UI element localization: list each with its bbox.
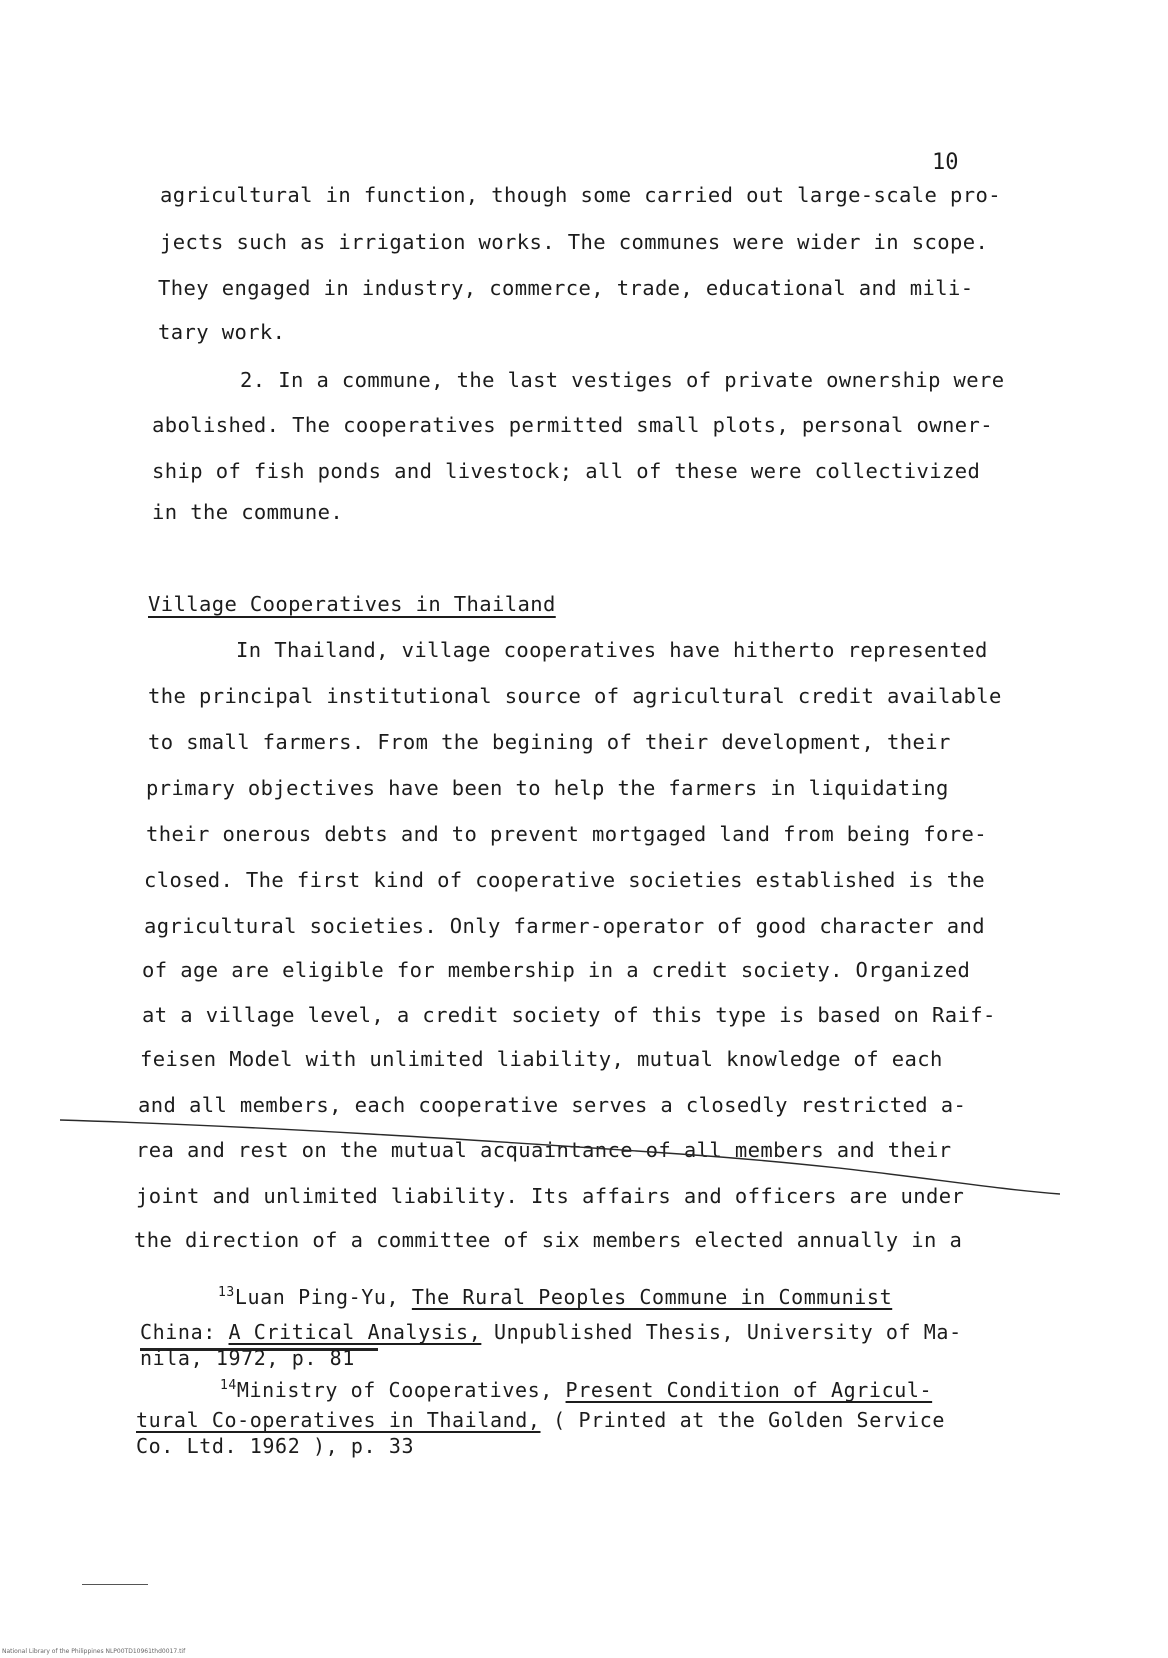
page-number: 10 [932, 150, 959, 175]
footnote-14-author: Ministry of Cooperatives, [236, 1378, 553, 1402]
footnote-14-marker: 14 [220, 1378, 237, 1393]
text-line: jects such as irrigation works. The communes were wider in scope. [160, 230, 989, 254]
text-line: to small farmers. From the begining of their development, their [148, 730, 951, 754]
text-line: agricultural in function, though some carried out large-scale pro- [160, 183, 1001, 207]
text-line: rea and rest on the mutual acquaintance of all members and their [136, 1138, 952, 1162]
section-heading: Village Cooperatives in Thailand [148, 592, 556, 616]
text-line: in the commune. [152, 500, 344, 524]
footnote-13-subtitle: A Critical Analysis, [228, 1320, 482, 1344]
text-line: feisen Model with unlimited liability, mutual knowledge of each [140, 1047, 943, 1071]
footnote-13-line-2 [140, 1320, 962, 1344]
text-line: They engaged in industry, commerce, trade, educational and mili- [158, 276, 974, 300]
footnote-13-line-3: nila, 1972, p. 81 [140, 1346, 355, 1370]
text-line: their onerous debts and to prevent mortgaged land from being fore- [146, 822, 987, 846]
text-line: the direction of a committee of six members elected annually in a [134, 1228, 963, 1252]
footnote-14-details: ( Printed at the Golden Service [553, 1408, 946, 1432]
scan-artifact-line [60, 1110, 1060, 1200]
text-line: In Thailand, village cooperatives have hitherto represented [236, 638, 988, 662]
footnote-13-marker: 13 [218, 1285, 235, 1300]
footnote-13-line-1 [218, 1285, 892, 1309]
text-line: of age are eligible for membership in a credit society. Organized [142, 958, 971, 982]
footnote-14-line-2 [136, 1408, 945, 1432]
text-line: abolished. The cooperatives permitted small plots, personal owner- [152, 413, 993, 437]
footnote-14-title: Present Condition of Agricul- [565, 1378, 933, 1402]
text-line: and all members, each cooperative serves a closedly restricted a- [138, 1093, 967, 1117]
text-line: at a village level, a credit society of this type is based on Raif- [142, 1003, 996, 1027]
text-line: agricultural societies. Only farmer-operator of good character and [144, 914, 985, 938]
text-line: tary work. [158, 320, 286, 344]
text-line: primary objectives have been to help the farmers in liquidating [146, 776, 949, 800]
footnote-14-subtitle: tural Co-operatives in Thailand, [136, 1408, 541, 1432]
bottom-rule [82, 1584, 148, 1585]
footnote-13-author: Luan Ping-Yu, [234, 1285, 400, 1309]
text-line: 2. In a commune, the last vestiges of private ownership were [240, 368, 1005, 392]
footnote-14-line-3: Co. Ltd. 1962 ), p. 33 [136, 1434, 415, 1458]
scan-stamp: National Library of the Philippines NLP00TD10961thd0017.tif [2, 1648, 186, 1655]
text-line: the principal institutional source of agricultural credit available [148, 684, 1002, 708]
text-line: ship of fish ponds and livestock; all of these were collectivized [152, 459, 981, 483]
footnote-13-details: Unpublished Thesis, University of Ma- [494, 1320, 962, 1344]
footnote-14-line-1 [220, 1378, 932, 1402]
footnote-13-title-prefix: China: [140, 1320, 216, 1344]
text-line: joint and unlimited liability. Its affairs and officers are under [136, 1184, 965, 1208]
footnote-13-title: The Rural Peoples Commune in Communist [411, 1285, 893, 1309]
text-line: closed. The first kind of cooperative societies established is the [144, 868, 985, 892]
